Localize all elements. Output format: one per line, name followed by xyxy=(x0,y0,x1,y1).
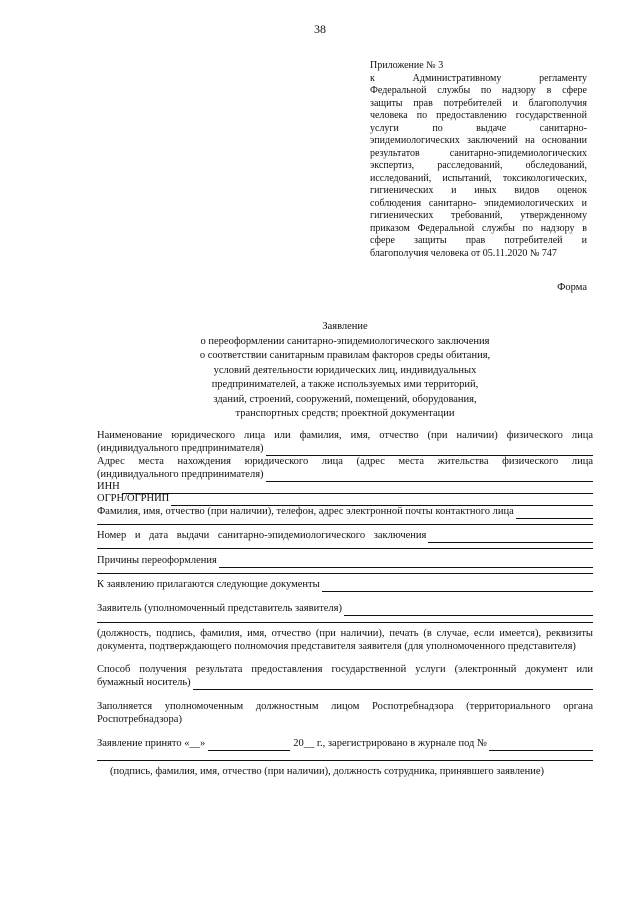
name-field[interactable] xyxy=(97,443,593,456)
ogrn-label: ОГРН/ОГРНИП xyxy=(97,493,170,504)
address-field[interactable] xyxy=(97,469,593,482)
reasons-extra-line[interactable] xyxy=(97,573,593,574)
attached-docs-field[interactable] xyxy=(97,579,593,592)
applicant-label: Заявитель (уполномоченный представитель заявителя) xyxy=(97,603,342,614)
title-line: о переоформлении санитарно-эпидемиологического заключения xyxy=(200,335,490,347)
appendix-line: услуги по выдаче санитарно- xyxy=(370,122,587,134)
name-label: Наименование юридического лица или фамилия, имя, отчество (при наличии) физического лица xyxy=(97,430,593,441)
accepted-field[interactable] xyxy=(97,738,593,751)
accepted-prefix: Заявление принято «__» xyxy=(97,738,206,749)
title-line: условий деятельности юридических лиц, индивидуальных xyxy=(213,364,477,376)
appendix-line: соблюдения санитарно- эпидемиологических и xyxy=(370,197,587,209)
contact-label: Фамилия, имя, отчество (при наличии), телефон, адрес электронной почты контактного лица xyxy=(97,506,514,517)
appendix-line: к Административному регламенту xyxy=(370,72,587,84)
position-caption-cont: документа, подтверждающего полномочия представителя заявителя (для уполномоченного представителя) xyxy=(97,641,576,652)
appendix-line: гигиенических и иных видов оценок xyxy=(370,185,587,196)
contact-extra-line[interactable] xyxy=(97,524,593,525)
number-date-extra-line[interactable] xyxy=(97,548,593,549)
appendix-line: гигиенических требований, утвержденному xyxy=(370,210,587,221)
page-number: 38 xyxy=(314,22,326,36)
method-field[interactable] xyxy=(97,677,593,690)
appendix-block xyxy=(370,60,587,260)
applicant-extra-line[interactable] xyxy=(97,622,593,623)
title-line: о соответствии санитарным правилам факторов среды обитания, xyxy=(199,350,491,361)
filled-by-label-cont: Роспотребнадзора) xyxy=(97,714,182,725)
appendix-line: экспертиз, расследований, обследований, xyxy=(370,160,587,171)
form-label: Форма xyxy=(557,282,587,293)
title-line: зданий, строений, сооружений, помещений, оборудования, xyxy=(213,393,477,405)
appendix-line: исследований, испытаний, токсикологических, xyxy=(370,172,587,184)
address-label-cont: (индивидуального предпринимателя) xyxy=(97,469,264,480)
document-title xyxy=(150,320,540,422)
accepted-year-text: 20__ г., зарегистрировано в журнале под № xyxy=(293,738,488,749)
appendix-line: эпидемиологических заключений на основании xyxy=(370,135,587,146)
accepted-month-line[interactable] xyxy=(208,740,290,751)
inn-field[interactable] xyxy=(97,481,593,494)
title-line: транспортных средств; проектной документации xyxy=(235,408,455,419)
ogrn-field[interactable] xyxy=(97,493,593,506)
reasons-field[interactable] xyxy=(97,555,593,568)
attached-docs-label: К заявлению прилагаются следующие документы xyxy=(97,579,320,590)
reasons-label: Причины переоформления xyxy=(97,555,217,566)
appendix-line: результатов санитарно-эпидемиологических xyxy=(370,147,587,159)
applicant-field[interactable] xyxy=(97,603,593,616)
contact-field[interactable] xyxy=(97,506,593,519)
method-label: Способ получения результата предоставления государственной услуги (электронный документ или xyxy=(97,664,593,675)
appendix-line: благополучия человека от 05.11.2020 № 747 xyxy=(370,247,557,259)
appendix-line: Федеральной службы по надзору в сфере xyxy=(370,85,587,96)
title-heading: Заявление xyxy=(322,321,368,332)
filled-by-label: Заполняется уполномоченным должностным лицом Роспотребнадзора (территориального органа xyxy=(97,701,593,712)
signature-caption: (подпись, фамилия, имя, отчество (при наличии), должность сотрудника, принявшего заявление) xyxy=(110,766,545,777)
appendix-line: человека по предоставлению государственной xyxy=(370,110,587,121)
signature-line[interactable] xyxy=(97,760,593,761)
appendix-line: защиты прав потребителей и благополучия xyxy=(370,97,587,109)
appendix-line: сфере защиты прав потребителей и xyxy=(370,235,587,246)
number-date-label: Номер и дата выдачи санитарно-эпидемиологического заключения xyxy=(97,530,427,541)
method-label-cont: бумажный носитель) xyxy=(97,677,191,688)
title-line: предпринимателей, а также используемых ими территорий, xyxy=(211,379,479,390)
name-label-cont: (индивидуального предпринимателя) xyxy=(97,443,264,454)
appendix-line: приказом Федеральной службы по надзору в xyxy=(370,222,587,234)
number-date-field[interactable] xyxy=(97,530,593,543)
inn-label: ИНН xyxy=(97,481,120,492)
appendix-title: Приложение № 3 xyxy=(370,60,444,71)
address-label: Адрес места нахождения юридического лица (адрес места жительства физического лица xyxy=(97,456,593,467)
position-caption: (должность, подпись, фамилия, имя, отчество (при наличии), печать (в случае, если имеется), реквизиты xyxy=(97,628,593,639)
